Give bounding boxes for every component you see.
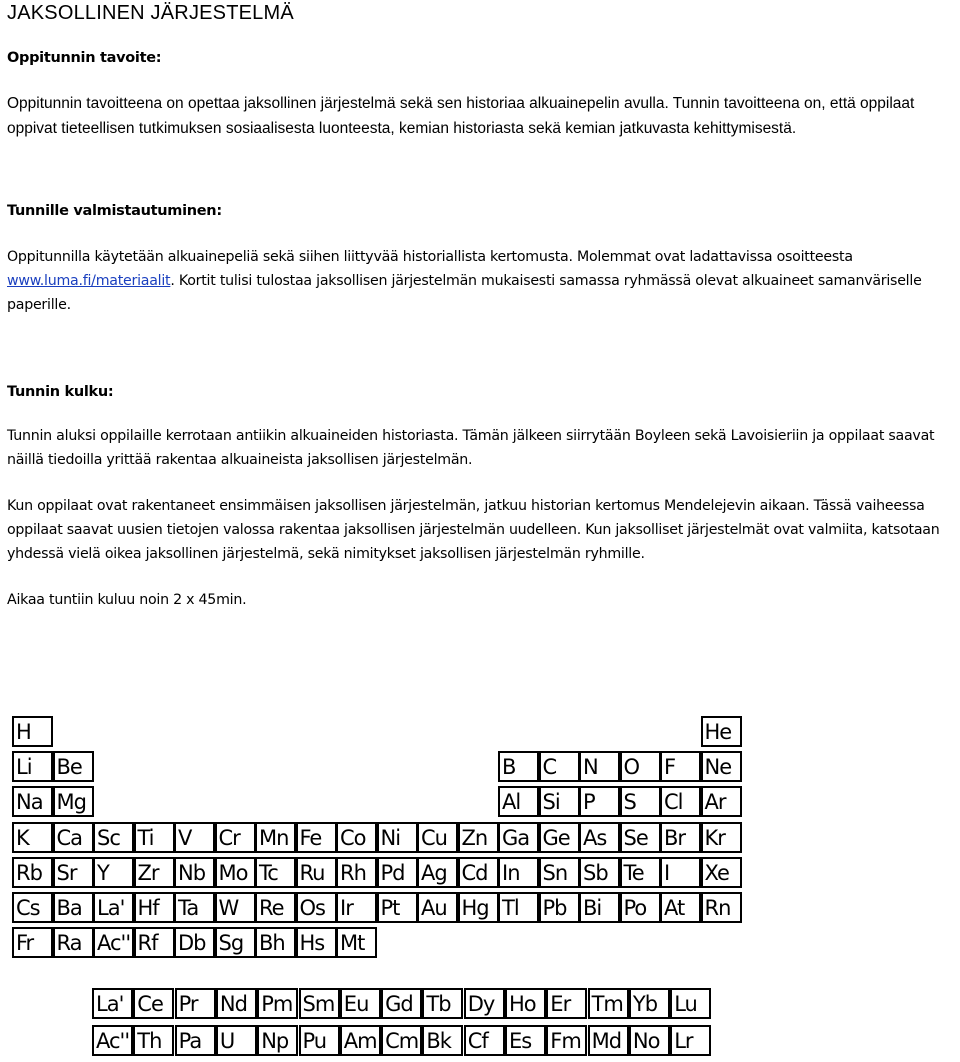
element-symbol: Ar — [704, 790, 726, 815]
goal-paragraph: Oppitunnin tavoitteena on opettaa jaksollinen järjestelmä sekä sen historiaa alkuainepelin avulla. Tunnin tavoitteena on, että oppilaat oppivat tieteellisen tutkimuksen sosiaalisesta luonteesta, kemian historiasta sekä kemian jatkuvasta kehittymisestä. — [7, 95, 915, 137]
element-cell — [296, 857, 337, 888]
element-symbol: Es — [509, 1028, 532, 1053]
element-symbol: Be — [56, 755, 82, 780]
element-symbol: Fe — [299, 825, 322, 850]
element-symbol: Cl — [664, 790, 683, 815]
element-symbol: Pm — [261, 992, 293, 1016]
element-symbol: H — [16, 720, 31, 744]
element-symbol: Nd — [219, 992, 247, 1016]
element-symbol: W — [218, 896, 239, 920]
element-cell — [701, 751, 742, 782]
element-symbol: V — [178, 825, 192, 850]
element-symbol: Ba — [56, 896, 82, 920]
element-symbol: Sg — [218, 931, 244, 956]
element-cell — [340, 1025, 381, 1056]
element-cell — [299, 1025, 340, 1056]
element-cell — [422, 988, 463, 1019]
element-cell — [422, 1025, 463, 1056]
element-symbol: Ru — [299, 860, 325, 885]
element-cell — [133, 1025, 174, 1056]
element-cell — [12, 786, 53, 817]
element-cell — [660, 751, 701, 782]
element-cell — [93, 892, 134, 923]
element-cell — [660, 892, 701, 923]
element-symbol: Tm — [591, 992, 623, 1016]
element-cell — [93, 927, 134, 958]
element-cell — [701, 822, 742, 853]
element-symbol: Hg — [461, 896, 489, 920]
element-symbol: Te — [623, 860, 644, 885]
element-cell — [620, 857, 661, 888]
element-symbol: Y — [97, 860, 109, 885]
element-symbol: Ir — [340, 896, 353, 920]
element-symbol: O — [623, 755, 640, 780]
element-cell — [701, 716, 742, 747]
element-cell — [579, 786, 620, 817]
element-cell — [458, 822, 499, 853]
flow-paragraph-2: Kun oppilaat ovat rakentaneet ensimmäisen jaksollisen järjestelmän, jatkuu historian kertomus Mendelejevin aikaan. Tässä vaiheessa oppilaat saavat uusien tietojen valossa rakentaa jaksollisen järjestelmän uudelleen. Kun jaksolliset järjestelmät ovat valmiita, katsotaan yhdessä vielä oikea jaksollinen järjestelmä, sekä nimitykset jaksollisen järjestelmän ryhmille. — [7, 498, 940, 562]
element-cell — [458, 857, 499, 888]
element-cell — [255, 927, 296, 958]
element-cell — [174, 927, 215, 958]
element-cell — [579, 751, 620, 782]
element-symbol: Hs — [299, 931, 325, 956]
element-symbol: Ne — [704, 755, 732, 780]
element-cell — [53, 892, 94, 923]
element-symbol: Li — [16, 755, 32, 780]
element-symbol: Pr — [178, 992, 198, 1016]
element-cell — [629, 988, 670, 1019]
element-symbol: Bk — [426, 1028, 451, 1053]
element-symbol: Ga — [502, 825, 530, 850]
element-cell — [381, 988, 422, 1019]
element-cell — [505, 1025, 546, 1056]
element-symbol: Rn — [704, 896, 731, 920]
element-symbol: Au — [421, 896, 447, 920]
element-cell — [12, 751, 53, 782]
flow-paragraph-1: Tunnin aluksi oppilaille kerrotaan antiikin alkuaineiden historiasta. Tämän jälkeen siirrytään Boyleen sekä Lavoisieriin ja oppilaat saavat näillä tiedoilla yrittää rakentaa alkuaineista jaksollisen järjestelmän. — [7, 428, 935, 468]
element-symbol: Sm — [302, 992, 335, 1016]
element-cell — [660, 786, 701, 817]
duration-text: Aikaa tuntiin kuluu noin 2 x 45min. — [7, 592, 247, 608]
element-symbol: Eu — [343, 992, 369, 1016]
page-title: JAKSOLLINEN JÄRJESTELMÄ — [7, 2, 294, 24]
element-symbol: Gd — [385, 992, 413, 1016]
element-symbol: La' — [97, 896, 125, 920]
element-cell — [670, 988, 711, 1019]
element-cell — [215, 892, 256, 923]
element-symbol: Np — [261, 1028, 289, 1053]
element-cell — [464, 1025, 505, 1056]
element-symbol: Hf — [137, 896, 159, 920]
element-cell — [701, 892, 742, 923]
element-cell — [336, 857, 377, 888]
element-symbol: Db — [178, 931, 206, 956]
element-symbol: Mn — [259, 825, 289, 850]
element-cell — [546, 988, 587, 1019]
element-symbol: Se — [623, 825, 648, 850]
element-symbol: Lu — [674, 992, 697, 1016]
element-cell — [546, 1025, 587, 1056]
element-symbol: Al — [502, 790, 521, 815]
element-cell — [12, 927, 53, 958]
element-symbol: F — [664, 755, 676, 780]
element-symbol: Nb — [178, 860, 206, 885]
element-cell — [377, 892, 418, 923]
element-symbol: Md — [591, 1028, 622, 1053]
element-cell — [498, 751, 539, 782]
element-cell — [417, 857, 458, 888]
element-symbol: Fm — [550, 1028, 581, 1053]
element-cell — [257, 1025, 298, 1056]
element-symbol: P — [583, 790, 595, 815]
element-symbol: Pa — [178, 1028, 202, 1053]
element-symbol: Xe — [704, 860, 729, 885]
element-cell — [377, 857, 418, 888]
periodic-table — [12, 716, 756, 966]
element-symbol: Co — [340, 825, 366, 850]
element-cell — [215, 927, 256, 958]
element-symbol: Tc — [259, 860, 278, 885]
element-cell — [620, 822, 661, 853]
element-symbol: Sc — [97, 825, 120, 850]
element-symbol: Pb — [542, 896, 567, 920]
element-cell — [620, 786, 661, 817]
element-cell — [255, 892, 296, 923]
element-symbol: In — [502, 860, 520, 885]
element-symbol: Cf — [467, 1028, 488, 1053]
element-symbol: Zr — [137, 860, 159, 885]
element-cell — [588, 1025, 629, 1056]
element-cell — [257, 988, 298, 1019]
element-symbol: Cm — [385, 1028, 419, 1053]
element-cell — [458, 892, 499, 923]
element-cell — [670, 1025, 711, 1056]
element-cell — [53, 822, 94, 853]
element-symbol: No — [632, 1028, 660, 1053]
element-symbol: Cr — [218, 825, 240, 850]
element-symbol: Sn — [542, 860, 568, 885]
element-cell — [134, 892, 175, 923]
prep-text-end: . Kortit tulisi tulostaa jaksollisen järjestelmän mukaisesti samassa ryhmässä olevat alkuaineet samanväriselle paperille. — [7, 273, 922, 313]
element-cell — [701, 857, 742, 888]
element-symbol: Ca — [56, 825, 83, 850]
element-cell — [539, 822, 580, 853]
element-cell — [377, 822, 418, 853]
element-symbol: Bh — [259, 931, 285, 956]
element-cell — [296, 892, 337, 923]
element-symbol: Lr — [674, 1028, 693, 1053]
materials-link[interactable]: www.luma.fi/materiaalit — [7, 273, 171, 289]
element-symbol: Rf — [137, 931, 158, 956]
element-symbol: C — [542, 755, 557, 780]
element-cell — [215, 822, 256, 853]
element-cell — [539, 786, 580, 817]
element-symbol: K — [16, 825, 29, 850]
prep-paragraph — [7, 245, 960, 317]
element-symbol: Ho — [509, 992, 536, 1016]
element-cell — [12, 892, 53, 923]
element-symbol: Ni — [380, 825, 401, 850]
element-symbol: Ce — [137, 992, 163, 1016]
goal-heading: Oppitunnin tavoite: — [7, 50, 162, 66]
element-symbol: Mg — [56, 790, 86, 815]
element-cell — [579, 892, 620, 923]
element-cell — [296, 822, 337, 853]
element-cell — [498, 786, 539, 817]
element-cell — [93, 857, 134, 888]
element-symbol: Po — [623, 896, 647, 920]
element-cell — [299, 988, 340, 1019]
element-cell — [53, 751, 94, 782]
element-symbol: Ge — [542, 825, 570, 850]
element-cell — [12, 716, 53, 747]
element-cell — [215, 857, 256, 888]
element-cell — [174, 892, 215, 923]
element-symbol: As — [583, 825, 607, 850]
element-cell — [255, 857, 296, 888]
element-symbol: At — [664, 896, 685, 920]
element-symbol: Ac'' — [97, 931, 131, 956]
element-symbol: Dy — [467, 992, 495, 1016]
element-symbol: Th — [137, 1028, 162, 1053]
element-cell — [134, 822, 175, 853]
element-cell — [620, 751, 661, 782]
element-cell — [53, 786, 94, 817]
element-cell — [12, 857, 53, 888]
element-symbol: Re — [259, 896, 284, 920]
element-cell — [498, 892, 539, 923]
element-symbol: Yb — [632, 992, 658, 1016]
element-symbol: Si — [542, 790, 560, 815]
element-cell — [336, 892, 377, 923]
element-symbol: Cu — [421, 825, 447, 850]
element-cell — [174, 822, 215, 853]
element-symbol: Na — [16, 790, 43, 815]
element-cell — [701, 786, 742, 817]
element-cell — [336, 822, 377, 853]
element-cell — [629, 1025, 670, 1056]
element-cell — [175, 1025, 216, 1056]
element-cell — [133, 988, 174, 1019]
element-cell — [660, 822, 701, 853]
element-cell — [175, 988, 216, 1019]
element-symbol: I — [664, 860, 670, 885]
element-symbol: Ti — [137, 825, 154, 850]
element-cell — [464, 988, 505, 1019]
element-cell — [92, 988, 133, 1019]
element-cell — [498, 822, 539, 853]
element-symbol: Tl — [502, 896, 519, 920]
element-cell — [216, 988, 257, 1019]
element-cell — [539, 751, 580, 782]
element-cell — [12, 822, 53, 853]
element-symbol: Mo — [218, 860, 248, 885]
flow-heading: Tunnin kulku: — [7, 384, 114, 400]
element-cell — [216, 1025, 257, 1056]
element-cell — [255, 822, 296, 853]
element-symbol: Zn — [461, 825, 488, 850]
element-cell — [93, 822, 134, 853]
element-cell — [92, 1025, 133, 1056]
element-cell — [620, 892, 661, 923]
element-symbol: Ra — [56, 931, 82, 956]
element-cell — [660, 857, 701, 888]
element-symbol: U — [219, 1028, 235, 1053]
element-symbol: Ta — [178, 896, 199, 920]
lanthanide-actinide-table — [92, 988, 720, 1062]
element-cell — [340, 988, 381, 1019]
element-symbol: Sr — [56, 860, 77, 885]
element-symbol: Kr — [704, 825, 725, 850]
element-cell — [505, 988, 546, 1019]
element-cell — [134, 857, 175, 888]
element-symbol: N — [583, 755, 598, 780]
element-cell — [417, 892, 458, 923]
element-symbol: S — [623, 790, 636, 815]
element-symbol: Pt — [380, 896, 400, 920]
element-symbol: Cs — [16, 896, 40, 920]
element-cell — [174, 857, 215, 888]
element-symbol: He — [704, 720, 732, 744]
element-cell — [539, 857, 580, 888]
element-symbol: Sb — [583, 860, 608, 885]
element-symbol: Er — [550, 992, 571, 1016]
element-symbol: Pu — [302, 1028, 327, 1053]
element-cell — [381, 1025, 422, 1056]
element-cell — [134, 927, 175, 958]
element-symbol: Mt — [340, 931, 365, 956]
element-cell — [417, 822, 458, 853]
element-symbol: Am — [343, 1028, 377, 1053]
element-symbol: Br — [664, 825, 686, 850]
element-cell — [498, 857, 539, 888]
prep-text-start: Oppitunnilla käytetään alkuainepeliä sekä siihen liittyvää historiallista kertomusta. Molemmat ovat ladattavissa osoitteesta — [7, 249, 853, 265]
element-symbol: Bi — [583, 896, 602, 920]
element-symbol: La' — [96, 992, 124, 1016]
prep-heading: Tunnille valmistautuminen: — [7, 203, 222, 219]
element-symbol: Os — [299, 896, 325, 920]
element-symbol: Cd — [461, 860, 488, 885]
element-cell — [579, 857, 620, 888]
element-cell — [53, 927, 94, 958]
element-symbol: B — [502, 755, 516, 780]
element-symbol: Fr — [16, 931, 34, 956]
element-cell — [53, 857, 94, 888]
element-cell — [336, 927, 377, 958]
element-symbol: Rb — [16, 860, 42, 885]
element-symbol: Tb — [426, 992, 451, 1016]
element-cell — [588, 988, 629, 1019]
element-cell — [296, 927, 337, 958]
element-symbol: Ag — [421, 860, 447, 885]
element-symbol: Pd — [380, 860, 405, 885]
element-symbol: Rh — [340, 860, 366, 885]
element-cell — [539, 892, 580, 923]
element-symbol: Ac'' — [96, 1028, 130, 1053]
element-cell — [579, 822, 620, 853]
